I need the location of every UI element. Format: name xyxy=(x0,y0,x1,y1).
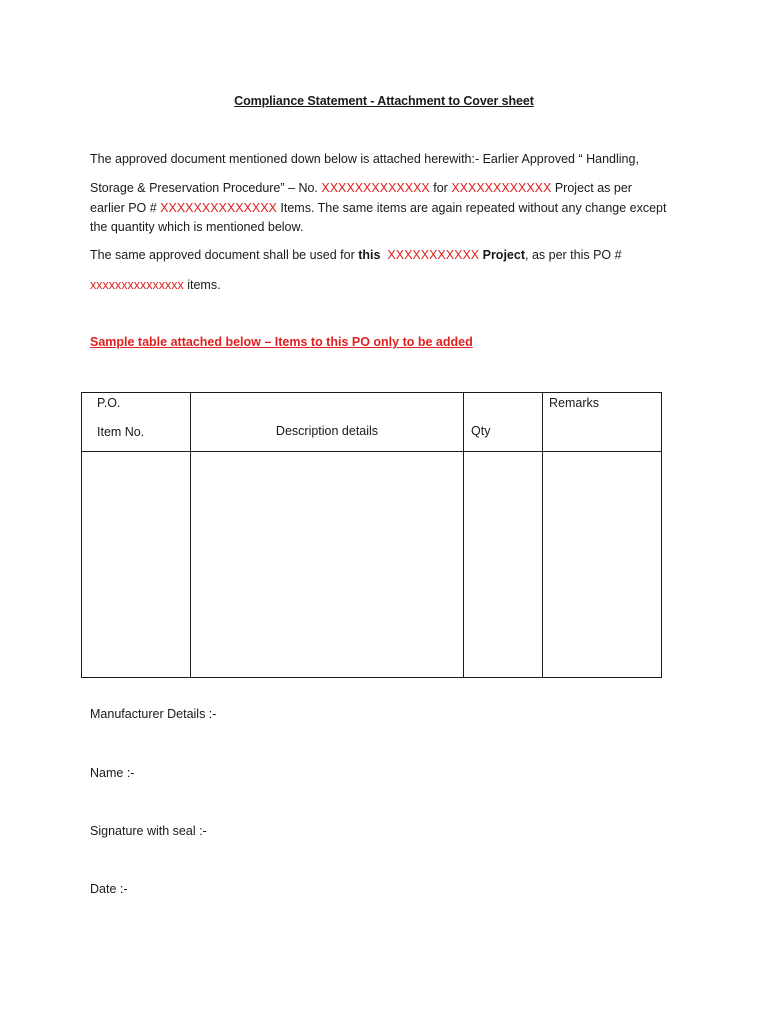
project-placeholder: XXXXXXXXXXXX xyxy=(451,181,552,195)
procedure-text-a: Storage & Preservation Procedure” – No. xyxy=(90,181,322,195)
cell-remarks[interactable] xyxy=(543,452,662,678)
procedure-text-c: Project as per earlier PO # xyxy=(90,181,632,215)
cell-qty[interactable] xyxy=(464,452,543,678)
procedure-text-b: for xyxy=(429,181,452,195)
header-qty xyxy=(464,393,543,452)
cell-po-item-no[interactable] xyxy=(82,452,191,678)
items-table xyxy=(81,392,662,678)
header-item-no-label: Item No. xyxy=(97,425,145,439)
header-po-label: P.O. xyxy=(97,396,121,410)
table-row xyxy=(82,452,662,678)
usage-text-b: , as per this PO # xyxy=(525,248,622,262)
procedure-text-d: Items. The same items are again repeated without any change except the quantity which is mentioned below. xyxy=(90,200,667,234)
header-description xyxy=(191,393,464,452)
items-paragraph xyxy=(90,276,670,296)
manufacturer-details-label: Manufacturer Details :- xyxy=(90,707,217,721)
usage-bold-this: this xyxy=(358,248,381,262)
doc-number-placeholder: XXXXXXXXXXXXX xyxy=(321,181,430,195)
usage-paragraph xyxy=(90,246,670,266)
items-text: items. xyxy=(183,278,221,292)
header-qty-label: Qty xyxy=(471,424,491,438)
intro-text: The approved document mentioned down below is attached herewith:- Earlier Approved “ Handling, xyxy=(90,152,639,166)
sample-table-heading: Sample table attached below – Items to this PO only to be added xyxy=(90,335,473,349)
date-label: Date :- xyxy=(90,882,128,896)
current-project-placeholder: XXXXXXXXXXX xyxy=(387,248,480,262)
usage-bold-project: Project xyxy=(482,248,525,262)
po-number-placeholder: XXXXXXXXXXXXXX xyxy=(160,200,277,215)
header-description-label: Description details xyxy=(275,424,379,438)
header-remarks-label: Remarks xyxy=(549,396,600,410)
header-po-item-no xyxy=(82,393,191,452)
table-header-row xyxy=(82,393,662,452)
current-po-placeholder: xxxxxxxxxxxxxxx xyxy=(90,278,184,292)
procedure-paragraph xyxy=(90,179,670,238)
cell-description[interactable] xyxy=(191,452,464,678)
name-label: Name :- xyxy=(90,766,135,780)
signature-label: Signature with seal :- xyxy=(90,824,207,838)
usage-text-a: The same approved document shall be used for xyxy=(90,248,359,262)
header-remarks xyxy=(543,393,662,452)
document-title: Compliance Statement - Attachment to Cover sheet xyxy=(234,94,534,108)
intro-paragraph xyxy=(90,150,670,170)
